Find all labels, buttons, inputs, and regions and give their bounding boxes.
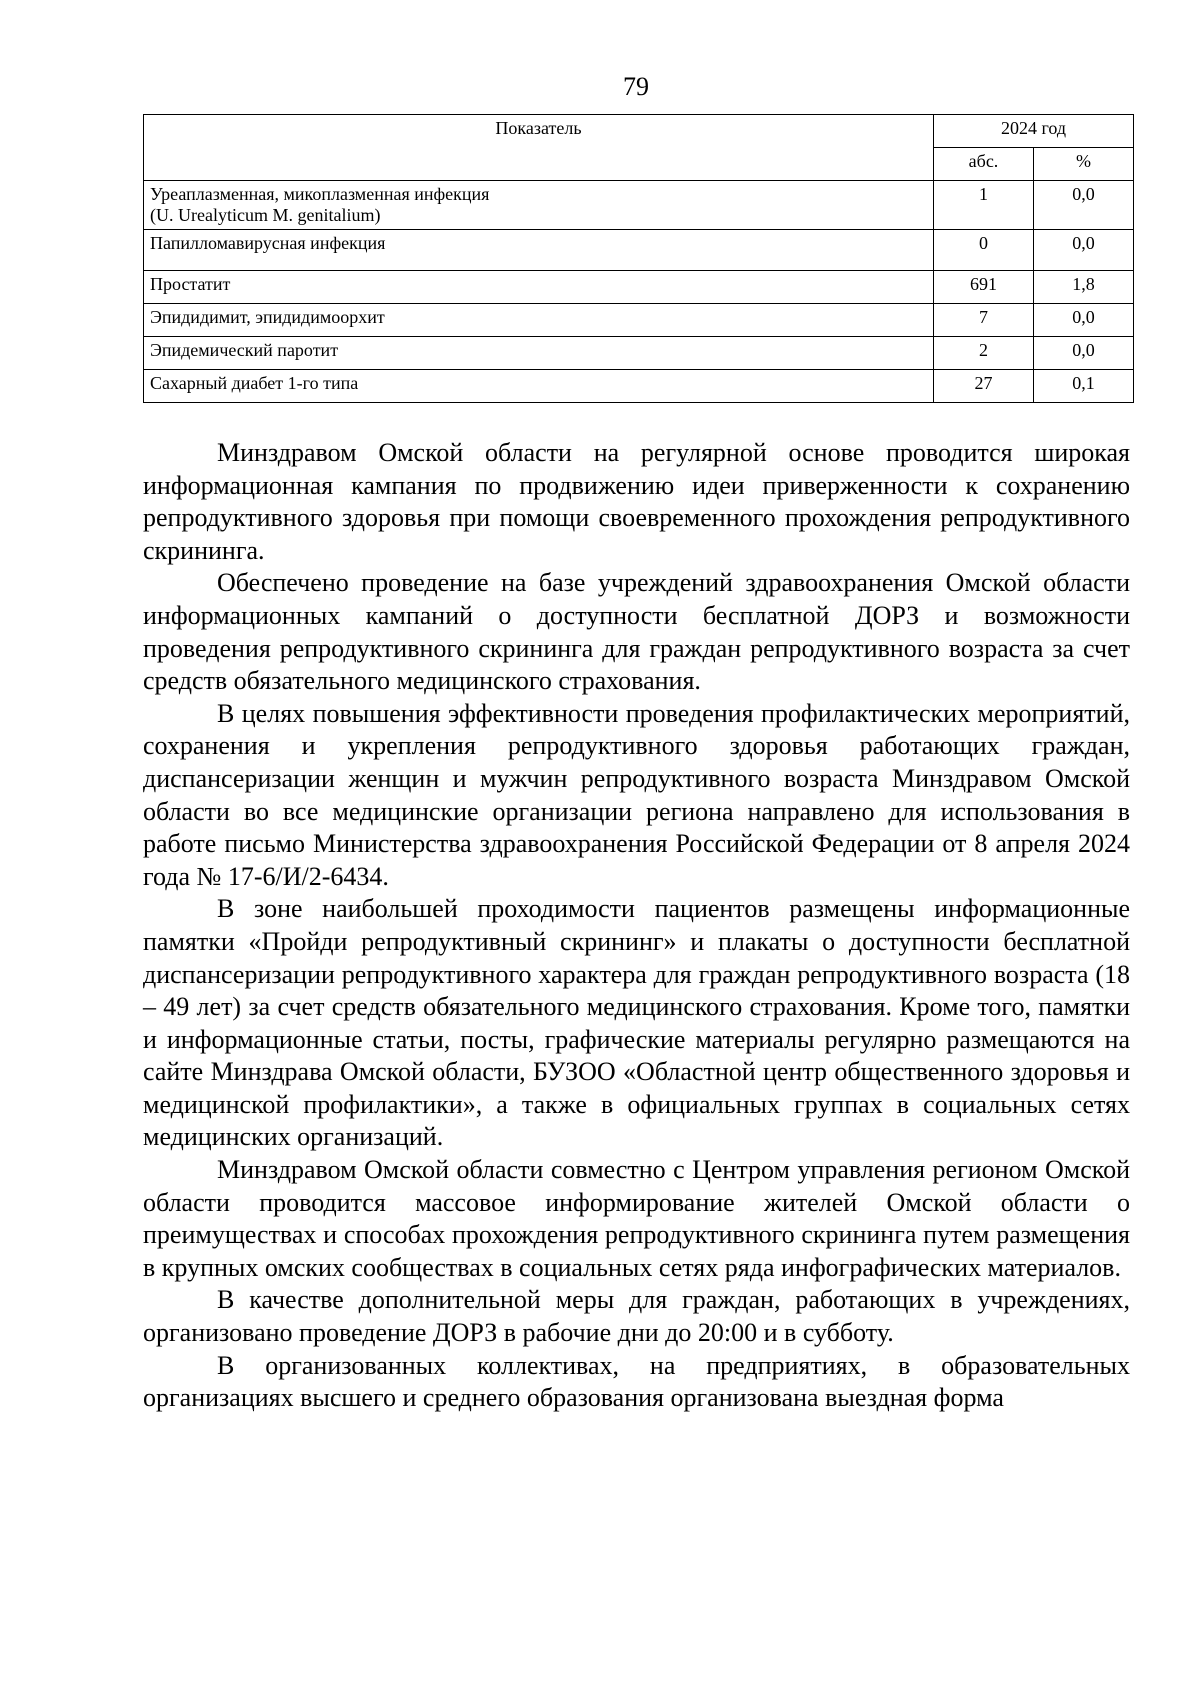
table-row	[144, 304, 1134, 337]
statistics-table	[143, 114, 1134, 403]
page-number: 79	[623, 72, 649, 101]
row-abs: 1	[934, 181, 1034, 230]
row-pct: 0,0	[1034, 337, 1134, 370]
row-name: Эпидемический паротит	[144, 337, 934, 370]
row-name-line2: (U. Urealyticum M. genitalium)	[150, 205, 381, 225]
row-pct: 1,8	[1034, 271, 1134, 304]
header-abs: абс.	[934, 148, 1034, 181]
row-name: Сахарный диабет 1-го типа	[144, 370, 934, 403]
table-row	[144, 181, 1134, 230]
header-pct: %	[1034, 148, 1134, 181]
row-name-line1: Уреаплазменная, микоплазменная инфекция	[150, 184, 490, 204]
table-header-row	[144, 115, 1134, 148]
table-row	[144, 337, 1134, 370]
paragraph: Минздравом Омской области совместно с Центром управления регионом Омской области проводится массовое информирование жителей Омской области о преимуществах и способах прохождения репродуктивного скрининга путем размещения в крупных омских сообществах в социальных сетях ряда инфографических материалов.	[143, 1155, 1130, 1282]
row-abs: 7	[934, 304, 1034, 337]
paragraph: Минздравом Омской области на регулярной основе проводится широкая информационная кампания по продвижению идеи приверженности к сохранению репродуктивного здоровья при помощи своевременного прохождения репродуктивного скрининга.	[143, 438, 1130, 565]
row-pct: 0,0	[1034, 181, 1134, 230]
row-abs: 2	[934, 337, 1034, 370]
row-name: Папилломавирусная инфекция	[144, 230, 934, 271]
row-abs: 27	[934, 370, 1034, 403]
paragraph: В зоне наибольшей проходимости пациентов размещены информационные памятки «Пройди репродуктивный скрининг» и плакаты о доступности бесплатной диспансеризации репродуктивного характера для граждан репродуктивного возраста (18 – 49 лет) за счет средств обязательного медицинского страхования. Кроме того, памятки и информационные статьи, посты, графические материалы регулярно размещаются на сайте Минздрава Омской области, БУЗОО «Областной центр общественного здоровья и медицинской профилактики», а также в официальных группах в социальных сетях медицинских организаций.	[143, 894, 1130, 1152]
document-body	[143, 437, 1130, 1415]
row-name: Простатит	[144, 271, 934, 304]
table-row	[144, 370, 1134, 403]
row-pct: 0,0	[1034, 230, 1134, 271]
paragraph: Обеспечено проведение на базе учреждений здравоохранения Омской области информационных кампаний о доступности бесплатной ДОРЗ и возможности проведения репродуктивного скрининга для граждан репродуктивного возраста за счет средств обязательного медицинского страхования.	[143, 568, 1130, 696]
row-name	[144, 181, 934, 230]
table-row	[144, 271, 1134, 304]
row-abs: 691	[934, 271, 1034, 304]
table-row	[144, 230, 1134, 271]
header-year: 2024 год	[934, 115, 1134, 148]
paragraph: В организованных коллективах, на предприятиях, в образовательных организациях высшего и среднего образования организована выездная форма	[143, 1350, 1130, 1413]
row-name: Эпидидимит, эпидидимоорхит	[144, 304, 934, 337]
row-pct: 0,0	[1034, 304, 1134, 337]
header-indicator: Показатель	[144, 115, 934, 181]
row-abs: 0	[934, 230, 1034, 271]
paragraph: В качестве дополнительной меры для граждан, работающих в учреждениях, организовано проведение ДОРЗ в рабочие дни до 20:00 и в субботу.	[143, 1285, 1130, 1348]
row-pct: 0,1	[1034, 370, 1134, 403]
paragraph: В целях повышения эффективности проведения профилактических мероприятий, сохранения и укрепления репродуктивного здоровья работающих граждан, диспансеризации женщин и мужчин репродуктивного возраста Минздравом Омской области во все медицинские организации региона направлено для использования в работе письмо Министерства здравоохранения Российской Федерации от 8 апреля 2024 года № 17-6/И/2-6434.	[143, 698, 1130, 891]
